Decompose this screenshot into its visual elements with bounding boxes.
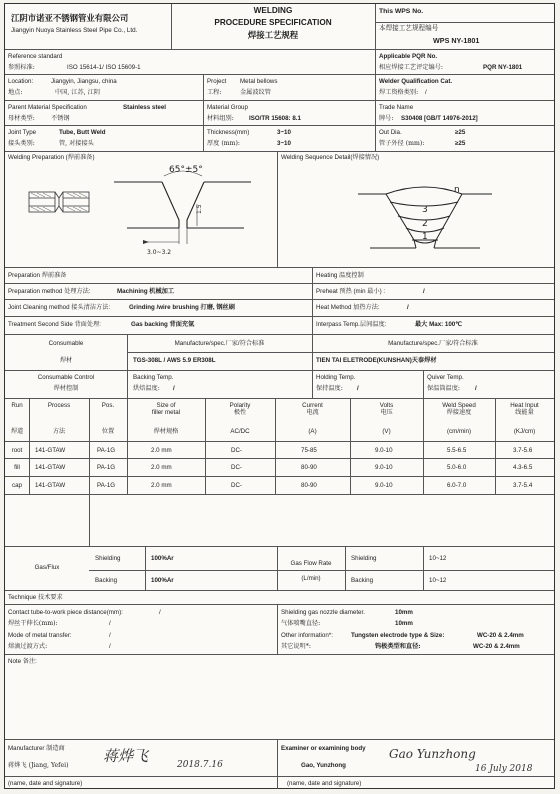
contact-distance-label-en: Contact tube-to-work piece distance(mm): — [8, 609, 123, 616]
reference-label-cn: 参照标准: — [8, 64, 35, 71]
holding-temp-label-en: Holding Temp. — [316, 374, 356, 381]
project-label-en: Project — [207, 78, 227, 85]
project-value-cn: 金属波纹管 — [240, 89, 271, 96]
cell-heat: 3.7-5.6 — [513, 447, 533, 454]
quiver-temp-value: / — [475, 385, 477, 392]
examiner-footer: (name, date and signature) — [287, 780, 362, 787]
cleaning-label: Joint Cleaning method 接头清洁方法: — [8, 304, 111, 311]
examiner-signature: Gao Yunzhong — [389, 747, 476, 761]
pqr-label-cn: 相应焊接工艺评定编号: — [379, 64, 443, 71]
company-name-en: Jiangyin Nuoya Stainless Steel Pipe Co., Ltd. — [11, 27, 138, 34]
welding-seq-title: Welding Sequence Detail(焊接情况) — [281, 154, 380, 161]
cell-volts: 9.0-10 — [375, 482, 393, 489]
project-label-cn: 工程: — [207, 89, 222, 96]
reference-label-en: Reference standard — [8, 53, 63, 60]
cell-polarity: DC- — [231, 447, 242, 454]
weld-sequence-drawing — [350, 168, 500, 256]
material-label-cn: 母材类型: — [8, 115, 35, 122]
cleaning-value: Grinding /wire brushing 打磨, 钢丝刷 — [129, 304, 235, 311]
material-group-label-en: Material Group — [207, 104, 248, 111]
seq-label-n: n — [454, 185, 460, 195]
location-value-en: Jiangyin, Jiangsu, china — [51, 78, 117, 85]
header-size: Size of filler metal — [151, 402, 181, 417]
header-volts-unit: (V) — [382, 428, 391, 435]
cell-current: 75-85 — [301, 447, 317, 454]
other-info-size-en: WC-20 & 2.4mm — [477, 632, 524, 639]
trade-name-label-cn: 牌号: — [379, 115, 394, 122]
seq-label-2: 2 — [422, 219, 428, 229]
nozzle-diameter-value-en: 10mm — [395, 609, 413, 616]
manufacturer-footer: (name, date and signature) — [8, 780, 83, 787]
metal-transfer-value-cn: / — [109, 643, 111, 650]
cell-pos: PA-1G — [97, 447, 116, 454]
header-current: Current 电流 — [302, 402, 323, 417]
other-info-value-en: Tungsten electrode type & Size: — [351, 632, 445, 639]
other-info-label-cn: 其它说明*: — [281, 643, 311, 650]
welding-prep-title: Welding Preparation (焊前准备) — [8, 154, 95, 161]
title-cn: 焊接工艺规程 — [247, 30, 299, 40]
holding-temp-value: / — [357, 385, 359, 392]
baking-temp-label-cn: 烘焙温度: — [133, 385, 160, 392]
gas-flux-label: Gas/Flux — [34, 564, 60, 571]
od-label-en: Out Dia. — [379, 129, 402, 136]
material-value-cn: 不锈钢 — [51, 115, 70, 122]
header-pos-cn: 位置 — [101, 428, 115, 435]
flow-backing-label: Backing — [351, 577, 374, 584]
contact-distance-value-en: / — [159, 609, 161, 616]
root-face-label: 1.5 — [196, 204, 203, 214]
table-row — [5, 464, 554, 475]
trade-name-value: S30408 [GB/T 14976-2012] — [401, 115, 478, 122]
cell-process: 141-GTAW — [35, 447, 66, 454]
manuf-spec-label-1: Manufacture/spec.厂家/符合标准 — [174, 340, 265, 347]
location-value-cn: 中国, 江苏, 江阴 — [55, 89, 100, 96]
seq-label-3: 3 — [422, 205, 428, 215]
od-value-1: ≥25 — [455, 129, 466, 136]
joint-value-cn: 管, 对接接头 — [59, 140, 94, 147]
prep-section-title: Preparation 焊前准备 — [8, 272, 67, 279]
header-process-cn: 方法 — [52, 428, 66, 435]
examiner-label: Examiner or examining body — [281, 745, 366, 752]
shielding-gas-value: 100%Ar — [151, 555, 174, 562]
pqr-label-en: Applicable PQR No. — [379, 53, 438, 60]
examiner-name: Gao, Yunzhong — [301, 762, 346, 769]
flow-shielding-label: Shielding — [351, 555, 377, 562]
cell-polarity: DC- — [231, 464, 242, 471]
flow-backing-value: 10~12 — [429, 577, 447, 584]
second-side-label: Treatment Second Side 背面处理: — [8, 321, 101, 328]
material-group-label-cn: 材料组别: — [207, 115, 234, 122]
cell-pos: PA-1G — [97, 464, 116, 471]
manufacturer-label: Manufacturer 制造商 — [8, 745, 65, 752]
preheat-label: Preheat 预热 (min 最小) : — [316, 288, 386, 295]
cell-volts: 9.0-10 — [375, 464, 393, 471]
header-polarity-unit: AC/DC — [230, 428, 250, 435]
header-heat-unit: (KJ/cm) — [513, 428, 536, 435]
cell-heat: 3.7-5.4 — [513, 482, 533, 489]
consumable-control-label-cn: 焊材控制 — [53, 385, 79, 392]
cell-current: 80-90 — [301, 482, 317, 489]
cell-volts: 9.0-10 — [375, 447, 393, 454]
gas-flow-unit: (L/min) — [301, 575, 321, 582]
manufacturer-signature: 蒋烨飞 — [103, 747, 149, 765]
heating-section-title: Heating 温度控制 — [316, 272, 364, 279]
cell-speed: 5.5-6.5 — [447, 447, 467, 454]
cell-heat: 4.3-6.5 — [513, 464, 533, 471]
cell-size: 2.0 mm — [151, 447, 172, 454]
header-pos: Pos. — [101, 402, 115, 409]
header-heat-input: Heat Input 线能量 — [510, 402, 539, 417]
title-procedure: PROCEDURE SPECIFICATION — [214, 18, 332, 27]
holding-temp-label-cn: 保持温度: — [316, 385, 343, 392]
contact-distance-value-cn: / — [109, 620, 111, 627]
interpass-value: 最大 Max: 100℃ — [415, 321, 463, 328]
company-name-cn: 江阴市诺亚不锈钢管业有限公司 — [11, 13, 129, 23]
location-label-cn: 地点: — [8, 89, 23, 96]
metal-transfer-label-cn: 熔滴过渡方式: — [8, 643, 48, 650]
metal-transfer-value-en: / — [109, 632, 111, 639]
table-row — [5, 482, 554, 493]
header-weld-speed: Weld Speed 焊接速度 — [442, 402, 476, 417]
welder-qual-value: / — [425, 89, 427, 96]
nozzle-diameter-label-en: Shielding gas nozzle diameter. — [281, 609, 365, 616]
wps-document — [4, 3, 555, 789]
header-process: Process — [47, 402, 71, 409]
nozzle-diameter-label-cn: 气体喷嘴直径: — [281, 620, 321, 627]
od-label-cn: 管子外径 (mm): — [379, 140, 425, 147]
cell-speed: 6.0-7.0 — [447, 482, 467, 489]
nozzle-diameter-value-cn: 10mm — [395, 620, 413, 627]
table-row — [5, 447, 554, 458]
baking-temp-value: / — [173, 385, 175, 392]
consumable-label-cn: 焊材 — [59, 357, 73, 364]
quiver-temp-label-cn: 保温筒温度: — [427, 385, 461, 392]
shielding-gas-label: Shielding — [95, 555, 121, 562]
header-size-cn: 焊材规格 — [153, 428, 179, 435]
material-group-value: ISO/TR 15608: 8.1 — [249, 115, 301, 122]
wps-number: WPS NY-1801 — [433, 36, 480, 45]
cell-polarity: DC- — [231, 482, 242, 489]
interpass-label: Interpass Temp.层间温度: — [316, 321, 387, 328]
project-value-en: Metal bellows — [240, 78, 278, 85]
wps-label-cn: 本焊接工艺规程编号 — [379, 24, 439, 32]
contact-distance-label-cn: 焊丝干伸长(mm): — [8, 620, 58, 627]
cell-size: 2.0 mm — [151, 482, 172, 489]
seq-label-1: 1 — [422, 232, 428, 242]
manuf-spec-value-1: TGS-308L / AWS 5.9 ER308L — [133, 357, 216, 364]
manufacturer-name: 蒋烨飞 (Jiang, Yefei) — [8, 762, 69, 769]
thickness-value-2: 3~10 — [277, 140, 291, 147]
joint-label-cn: 接头类别: — [8, 140, 35, 147]
backing-gas-value: 100%Ar — [151, 577, 174, 584]
header-run-cn: 焊道 — [10, 428, 24, 435]
groove-angle-label: 65°±5° — [169, 165, 203, 175]
manuf-spec-label-2: Manufacture/spec.厂家/符合标准 — [388, 340, 478, 347]
cell-size: 2.0 mm — [151, 464, 172, 471]
thickness-label-en: Thickness(mm) — [207, 129, 250, 136]
joint-prep-drawing — [19, 164, 269, 260]
cell-current: 80-90 — [301, 464, 317, 471]
flow-shielding-value: 10~12 — [429, 555, 447, 562]
cell-process: 141-GTAW — [35, 464, 66, 471]
quiver-temp-label-en: Quiver Temp. — [427, 374, 464, 381]
cell-speed: 5.0-6.0 — [447, 464, 467, 471]
header-speed-unit: (cm/min) — [446, 428, 472, 435]
wps-label-en: This WPS No. — [379, 8, 424, 15]
reference-value: ISO 15614-1/ ISO 15609-1 — [67, 64, 141, 71]
header-volts: Volts 电压 — [379, 402, 394, 417]
second-side-value: Gas backing 背面充氩 — [131, 321, 195, 328]
metal-transfer-label-en: Mode of metal transfer: — [8, 632, 72, 639]
cell-run: fill — [14, 464, 20, 471]
pqr-value: PQR NY-1801 — [483, 64, 523, 71]
cell-run: cap — [12, 482, 22, 489]
technique-title: Technique 技术要求 — [8, 594, 63, 601]
manufacturer-date: 2018.7.16 — [177, 760, 223, 770]
preheat-value: / — [423, 288, 425, 295]
location-label-en: Location: — [8, 78, 34, 85]
backing-gas-label: Backing — [95, 577, 118, 584]
cell-pos: PA-1G — [97, 482, 116, 489]
od-value-2: ≥25 — [455, 140, 466, 147]
thickness-label-cn: 厚度 (mm): — [207, 140, 240, 147]
manuf-spec-value-2: TIEN TAI ELETRODE(KUNSHAN)天泰焊材 — [316, 357, 437, 364]
joint-label-en: Joint Type — [8, 129, 37, 136]
root-gap-label: 3.0~3.2 — [147, 249, 172, 256]
baking-temp-label-en: Backing Temp. — [133, 374, 174, 381]
note-label: Note 备注: — [8, 658, 37, 665]
header-current-unit: (A) — [308, 428, 317, 435]
thickness-value-1: 3~10 — [277, 129, 291, 136]
header-run: Run — [11, 402, 23, 409]
cell-process: 141-GTAW — [35, 482, 66, 489]
examiner-date: 16 July 2018 — [475, 764, 533, 774]
other-info-label-en: Other information*: — [281, 632, 333, 639]
heat-method-value: / — [407, 304, 409, 311]
other-info-size-cn: WC-20 & 2.4mm — [473, 643, 520, 650]
joint-value-en: Tube, Butt Weld — [59, 129, 106, 136]
prep-method-label: Preparation method 处理方法: — [8, 288, 91, 295]
gas-flow-rate-label: Gas Flow Rate — [290, 560, 332, 567]
welder-qual-label-en: Welder Qualification Cat. — [379, 78, 453, 85]
material-value-en: Stainless steel — [123, 104, 166, 111]
material-label-en: Parent Material Specification — [8, 104, 87, 111]
title-welding: WELDING — [253, 6, 293, 15]
consumable-control-label-en: Consumable Control — [37, 374, 95, 381]
other-info-value-cn: 钨极类型和直径: — [375, 643, 421, 650]
welder-qual-label-cn: 焊工资格类别: — [379, 89, 419, 96]
prep-method-value: Machining 机械加工 — [117, 288, 175, 295]
consumable-label-en: Consumable — [48, 340, 84, 347]
trade-name-label-en: Trade Name — [379, 104, 414, 111]
header-polarity: Polarity 极性 — [229, 402, 251, 417]
heat-method-label: Heat Method 加热方法: — [316, 304, 380, 311]
cell-run: root — [11, 447, 23, 454]
